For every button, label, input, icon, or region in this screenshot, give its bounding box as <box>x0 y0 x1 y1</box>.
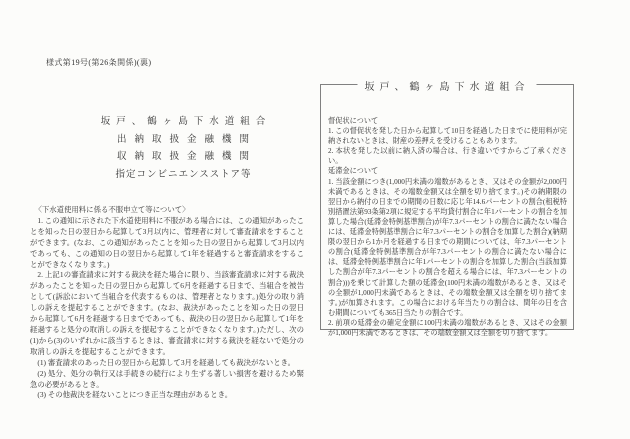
notice-box-body <box>328 116 567 338</box>
organization-title-block <box>58 114 308 184</box>
notice-box <box>320 82 574 337</box>
org-title-line-disbursing-bank: 出納取扱金融機関 <box>116 134 257 145</box>
appeal-subitem-1: (1) 審査請求のあった日の翌日から起算して3月を経過しても裁決がないとき。 <box>37 357 296 367</box>
late-fee-item-2: 2. 前項の延滞金の確定金額に100円未満の端数があるとき、又はその金額が1,000円未満であるときは、その端数金額又は全額を切り捨てます。 <box>328 318 567 337</box>
late-fee-heading: 延滞金について <box>328 167 379 176</box>
demand-letter-item-1: 1. この督促状を発した日から起算して10日を経過した日までに使用料が完納されないときは、財産の差押えを受けることもあります。 <box>328 127 567 146</box>
appeal-heading: 〈下水道使用料に係る不服申立て等について〉 <box>34 205 190 214</box>
demand-letter-item-2: 2. 本状を発した以前に納入済の場合は、行き違いですからご了承ください。 <box>328 147 567 166</box>
org-title-line-association: 坂戸、鶴ヶ島下水道組合 <box>100 117 272 127</box>
appeal-notes-section <box>30 205 304 401</box>
org-title-line-collecting-bank: 収納取扱金融機関 <box>116 152 257 162</box>
appeal-paragraph-1: 1. この通知に示された下水道使用料に不服がある場合には、この通知があったことを知った日の翌日から起算して3月以内に、管理者に対して審査請求をすることができます。(なお、この通知があったことを知った日の翌日から起算して3月以内であっても、この通知の日の翌日から起算して1年を経過すると審査請求をすることができなくなります。) <box>30 215 304 269</box>
org-title-line-convenience-store: 指定コンビニエンスストア等 <box>115 169 252 180</box>
demand-letter-heading: 督促状について <box>328 117 379 125</box>
appeal-subitem-3: (3) その他裁決を経ないことにつき正当な理由があるとき。 <box>37 390 233 400</box>
late-fee-item-1: 1. 当該金額につき(1,000円未満の端数があるとき、又はその金額が2,000円未満であるときは、その端数金額又は全額を切り捨てます。)その納期限の翌日から納付の日までの期間の日数に応じ年14.6パーセントの割合(租税特別措置法第93条第2項に規定する平均貸付割合に年1パーセントの割合を加算した場合(延滞金特例基準割合)が年7.3パーセントの割合に満たない場合には、延滞金特例基準割合に年7.3パーセントの割合を加算した割合)(納期限の翌日から1か月を経過する日までの期間については、年7.3パーセントの割合(延滞金特例基準割合が年7.3パーセントの割合に満たない場合には、延滞金特例基準割合に年1パーセントの割合を加算した割合(当該加算した割合が年7.3パーセントの割合を超える場合には、年7.3パーセントの割合)))を乗じて計算した額の延滞金(100円未満の端数があるとき、又はその全額が1,000円未満であるときは、その端数金額又は全額を切り捨てます。)が加算されます。この場合における年当たりの割合は、閏年の日を含む期間についても365日当たりの割合です。 <box>328 177 567 317</box>
notice-box-title: 坂戸、鶴ヶ島下水道組合 <box>358 78 537 93</box>
appeal-subitem-2: (2) 処分、処分の執行又は手続きの続行により生ずる著しい損害を避けるため緊急の必要があるとき。 <box>30 368 304 389</box>
form-number-label: 様式第19号(第26条関係)(裏) <box>46 58 152 67</box>
appeal-paragraph-2: 2. 上記1の審査請求に対する裁決を経た場合に限り、当該審査請求に対する裁決があったことを知った日の翌日から起算して6月を経過する日まで、当組合を被告として(訴訟において当組合を代表するものは、管理者となります。)処分の取り消しの訴えを提起することができます。(なお、裁決があったことを知った日の翌日から起算して6月を経過する日までであっても、裁決の日の翌日から起算して1年を経過すると処分の取消しの訴えを提起することができなくなります。)ただし、次の(1)から(3)のいずれかに該当するときは、審査請求に対する裁決を経ないで処分の取消しの訴えを提起することができます。 <box>30 270 304 356</box>
